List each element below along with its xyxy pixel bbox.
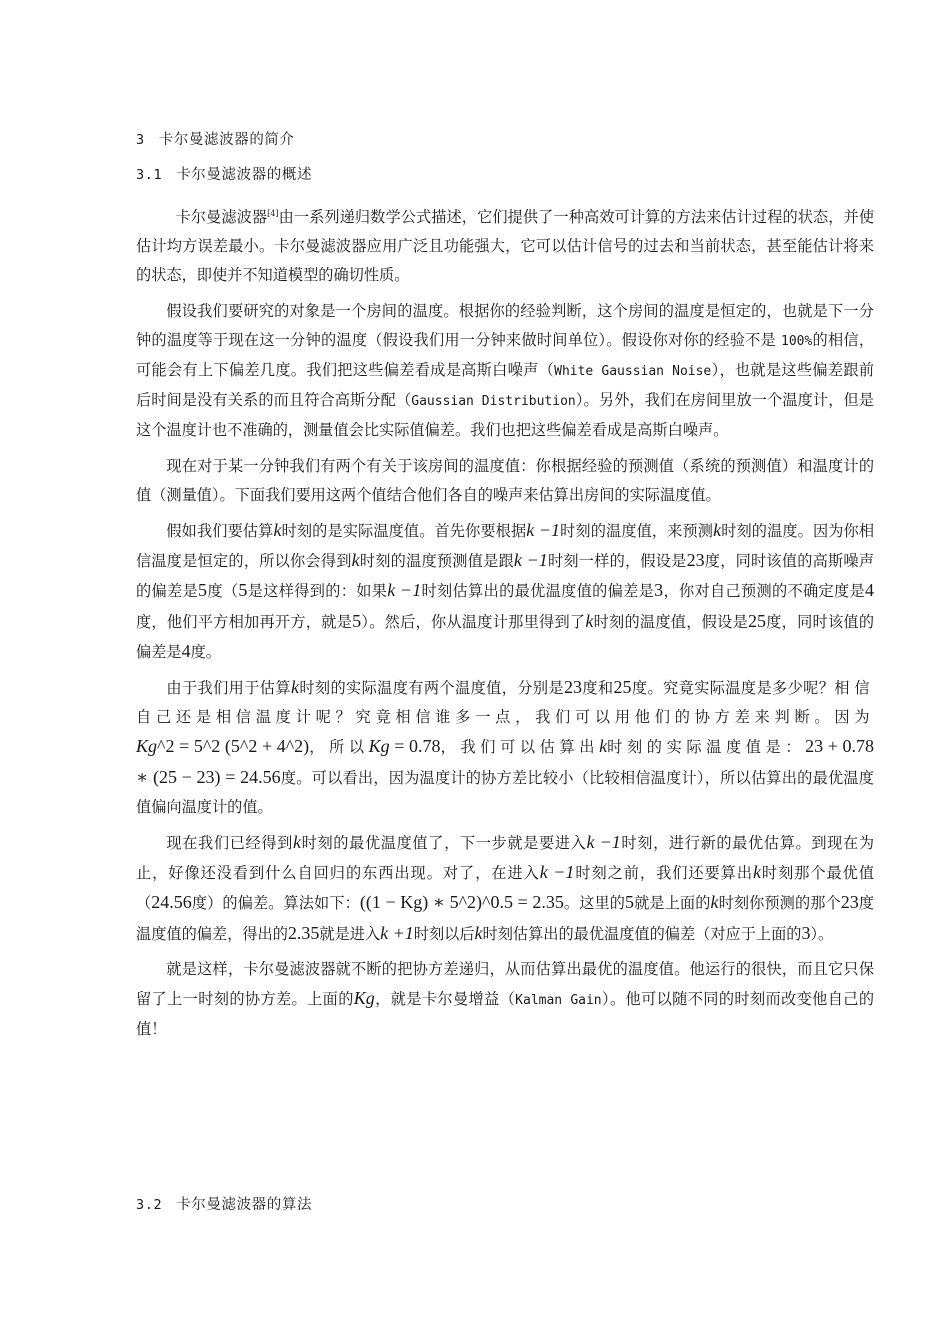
section-heading-3-2: 3.2 卡尔曼滤波器的算法 xyxy=(136,1197,313,1213)
body-text xyxy=(136,203,874,1044)
paragraph-intro: 卡尔曼滤波器[4]由一系列递归数学公式描述，它们提供了一种高效可计算的方法来估计过程的状态，并使估计均方误差最小。卡尔曼滤波器应用广泛且功能强大，它可以估计信号的过去和当前状态，甚至能估计将来的状态，即使并不知道模型的确切性质。 xyxy=(136,208,875,285)
paragraph-recursion: 现在我们已经得到k时刻的最优温度值了，下一步就是要进入k −1时刻，进行新的最优估算。到现在为止，好像还没看到什么自回归的东西出现。对了，在进入k −1时刻之前，我们还要算出k时刻那个最优值（24.56度）的偏差。算法如下：((1 − Kg) ∗ 5^2)^0.5 = 2.35。这里的5就是上面的k时刻你预测的那个23度温度值的偏差，得出的2.35就是进入k +1时刻以后k时刻估算出的最优温度值的偏差（对应于上面的3）。 xyxy=(136,832,875,943)
section-heading-3-1: 3.1 卡尔曼滤波器的概述 xyxy=(136,167,313,183)
paragraph-prediction: 假如我们要估算k时刻的是实际温度值。首先你要根据k −1时刻的温度值，来预测k时刻的温度。因为你相信温度是恒定的，所以你会得到k时刻的温度预测值是跟k −1时刻一样的，假设是23度，同时该值的高斯噪声的偏差是5度（5是这样得到的：如果k −1时刻估算出的最优温度值的偏差是3，你对自己预测的不确定度是4度，他们平方相加再开方，就是5）。然后，你从温度计那里得到了k时刻的温度值，假设是25度，同时该值的偏差是4度。 xyxy=(136,520,875,661)
paragraph-kalman-gain: 就是这样，卡尔曼滤波器就不断的把协方差递归，从而估算出最优的温度值。他运行的很快，而且它只保留了上一时刻的协方差。上面的Kg，就是卡尔曼增益（Kalman Gain）。他可以随不同的时刻而改变他自己的值！ xyxy=(136,959,875,1039)
paragraph-two-values: 现在对于某一分钟我们有两个有关于该房间的温度值：你根据经验的预测值（系统的预测值）和温度计的值（测量值）。下面我们要用这两个值结合他们各自的噪声来估算出房间的实际温度值。 xyxy=(136,456,874,504)
paragraph-estimate: 由于我们用于估算k时刻的实际温度有两个温度值，分别是23度和25度。究竟实际温度是多少呢？相信自己还是相信温度计呢？究竟相信谁多一点，我们可以用他们的协方差来判断。因为Kg^2 = 5^2 (5^2 + 4^2)，所以Kg = 0.78，我们可以估算出k时刻的实际温度值是：23 + 0.78 ∗ (25 − 23) = 24.56度。可以看出，因为温度计的协方差比较小（比较相信温度计），所以估算出的最优温度值偏向温度计的值。 xyxy=(136,677,875,816)
section-heading-3: 3 卡尔曼滤波器的简介 xyxy=(136,132,295,148)
paragraph-room-temperature: 假设我们要研究的对象是一个房间的温度。根据你的经验判断，这个房间的温度是恒定的，也就是下一分钟的温度等于现在这一分钟的温度（假设我们用一分钟来做时间单位）。假设你对你的经验不是 100%的相信，可能会有上下偏差几度。我们把这些偏差看成是高斯白噪声（White Gaussian Noise），也就是这些偏差跟前后时间是没有关系的而且符合高斯分配（Gaussian Distribution）。另外，我们在房间里放一个温度计，但是这个温度计也不准确的，测量值会比实际值偏差。我们也把这些偏差看成是高斯白噪声。 xyxy=(136,301,875,440)
citation-ref[interactable]: [4] xyxy=(267,208,279,218)
